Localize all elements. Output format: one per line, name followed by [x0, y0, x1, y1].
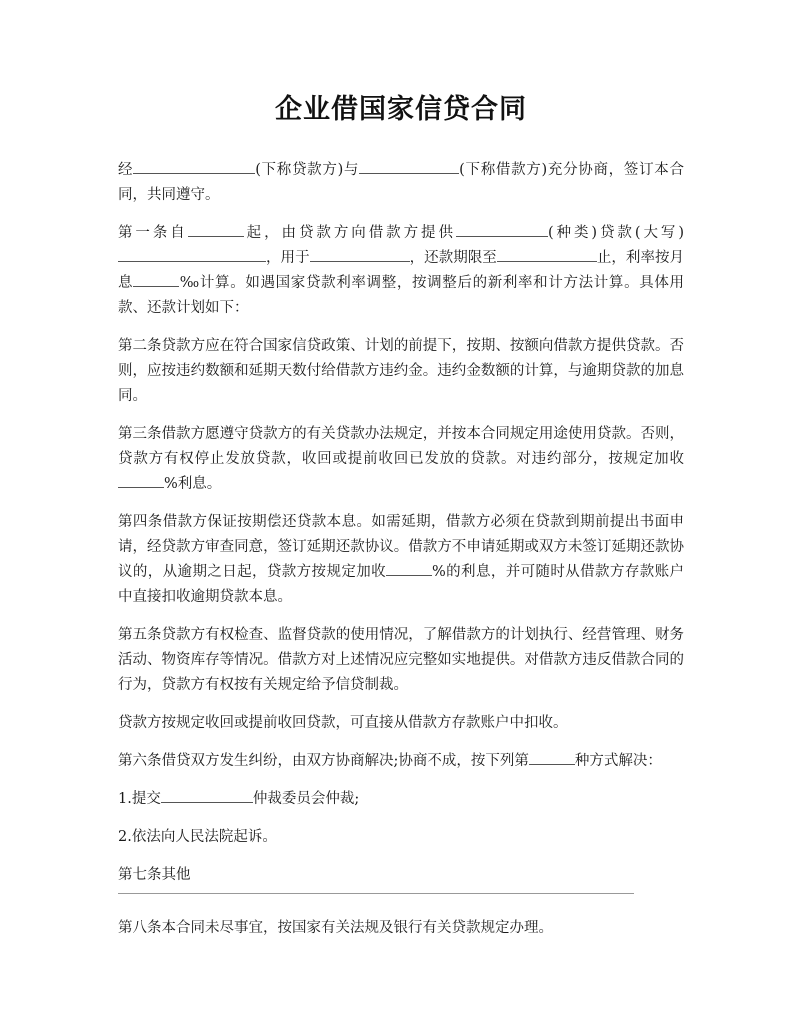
- option-1: 1.提交 仲裁委员会仲裁;: [118, 787, 684, 812]
- other-terms-line: [118, 892, 634, 894]
- overdue-rate-blank: [386, 560, 432, 576]
- article-6: 第六条借贷双方发生纠纷，由双方协商解决;协商不成，按下列第 种方式解决：: [118, 749, 684, 774]
- contract-page: [118, 88, 684, 954]
- borrower-blank: [359, 158, 459, 174]
- article-5-supplement: 贷款方按规定收回或提前收回贷款，可直接从借款方存款账户中扣收。: [118, 715, 568, 731]
- lender-blank: [133, 158, 255, 174]
- article-7: 第七条其他: [118, 867, 191, 883]
- amount-blank: [118, 246, 266, 262]
- article-5: 第五条贷款方有权检查、监督贷款的使用情况，了解借款方的计划执行、经营管理、财务活动、物资库存等情况。借款方对上述情况应完整如实地提供。对借款方违反借款合同的行为，贷款方有权按有关规定给予信贷制裁。: [118, 627, 684, 693]
- start-date-blank: [188, 221, 244, 237]
- method-choice-blank: [529, 749, 575, 765]
- interest-rate-blank: [133, 271, 179, 287]
- due-date-blank: [497, 246, 597, 262]
- document-title: 企业借国家信贷合同: [275, 94, 527, 125]
- intro-paragraph: 经 (下称贷款方)与 (下称借款方)充分协商，签订本合同，共同遵守。: [118, 158, 684, 208]
- option-2: 2.依法向人民法院起诉。: [118, 829, 277, 845]
- article-1: 第一条自 起，由贷款方向借款方提供 (种类)贷款(大写)，用于 ，还款期限至 止，利率按月息 ‰计算。如遇国家贷款利率调整，按调整后的新利率和计方法计算。具体用款、还款计划如下：: [118, 221, 684, 321]
- article-4: 第四条借款方保证按期偿还贷款本息。如需延期，借款方必须在贷款到期前提出书面申请，经贷款方审查同意，签订延期还款协议。借款方不申请延期或双方未签订延期还款协议的，从逾期之日起，贷款方按规定加收 %的利息，并可随时从借款方存款账户中直接扣收逾期贷款本息。: [118, 514, 684, 605]
- penalty-rate-blank: [118, 472, 164, 488]
- article-2: 第二条贷款方应在符合国家信贷政策、计划的前提下，按期、按额向借款方提供贷款。否则，应按违约数额和延期天数付给借款方违约金。违约金数额的计算，与逾期贷款的加息同。: [118, 338, 684, 404]
- article-8: 第八条本合同未尽事宜，按国家有关法规及银行有关贷款规定办理。: [118, 920, 553, 936]
- article-3: 第三条借款方愿遵守贷款方的有关贷款办法规定，并按本合同规定用途使用贷款。否则，贷款方有权停止发放贷款，收回或提前收回已发放的贷款。对违约部分，按规定加收%利息。: [118, 426, 684, 492]
- loan-type-blank: [456, 221, 548, 237]
- purpose-blank: [310, 246, 410, 262]
- arbitration-committee-blank: [161, 787, 253, 803]
